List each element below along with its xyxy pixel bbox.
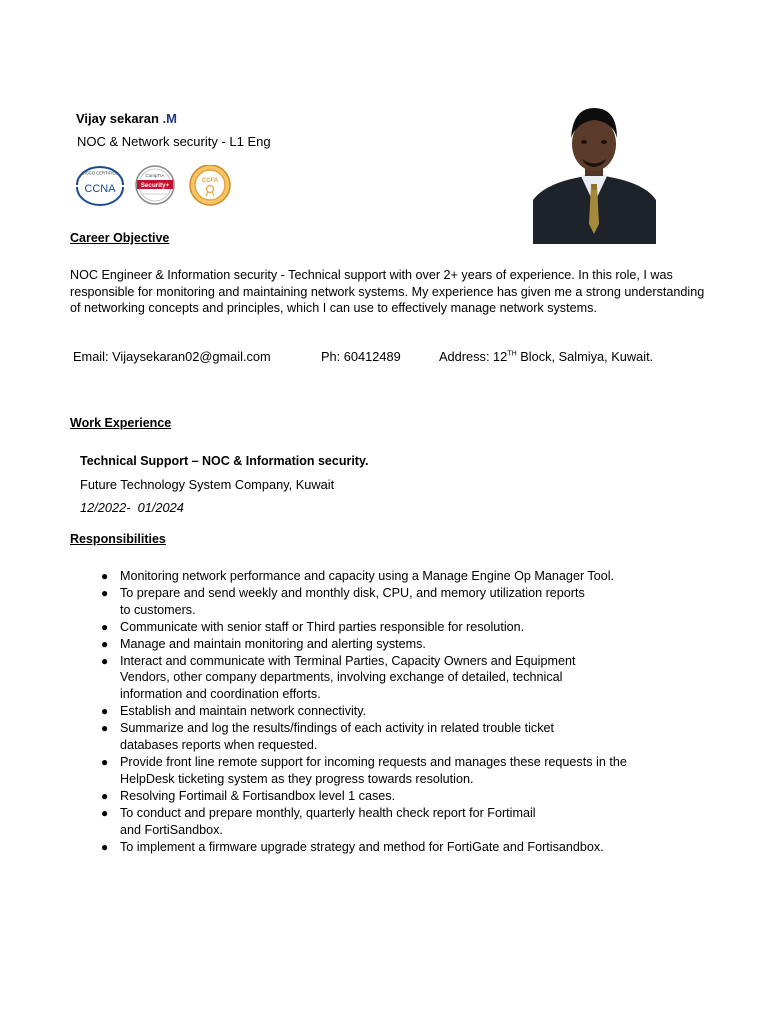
- bullet-icon: ●: [101, 636, 109, 651]
- bullet-icon: ●: [101, 721, 109, 736]
- candidate-first-name: Vijay sekaran: [76, 111, 159, 126]
- bullet-icon: ●: [101, 653, 109, 668]
- ccfa-badge-icon: [190, 165, 230, 205]
- bullet-icon: ●: [101, 788, 109, 803]
- responsibility-text: Monitoring network performance and capacity using a Manage Engine Op Manager Tool.: [120, 569, 615, 583]
- address-prefix: Address: 12: [439, 349, 508, 364]
- address-text: [439, 349, 653, 364]
- employment-dates: 12/2022- 01/2024: [80, 500, 184, 515]
- career-objective-text: NOC Engineer & Information security - Technical support with over 2+ years of experience. In this role, I was responsible for monitoring and maintaining network systems. My experience has given me a strong understanding of networking concepts and principles, which I can use to effectively manage network systems.: [70, 268, 705, 316]
- bullet-icon: ●: [101, 585, 109, 600]
- comptia-security-plus-badge-icon: [136, 166, 174, 204]
- bullet-icon: ●: [101, 569, 109, 583]
- responsibility-item: [96, 585, 676, 619]
- security-plus-text: Security+: [140, 182, 170, 189]
- responsibility-text: To prepare and send weekly and monthly disk, CPU, and memory utilization reports to customers.: [120, 585, 585, 617]
- candidate-role: NOC & Network security - L1 Eng: [77, 134, 271, 149]
- bullet-icon: ●: [101, 839, 109, 854]
- responsibility-text: Interact and communicate with Terminal Parties, Capacity Owners and Equipment Vendors, other company departments, involving exchange of detailed, technical information and coordination efforts.: [120, 653, 576, 702]
- address-suffix: Block, Salmiya, Kuwait.: [516, 349, 654, 364]
- responsibility-item: [96, 754, 676, 788]
- phone-text: Ph: 60412489: [321, 349, 401, 364]
- responsibility-text: To implement a firmware upgrade strategy and method for FortiGate and Fortisandbox.: [120, 839, 604, 854]
- responsibility-item: [96, 619, 676, 636]
- responsibility-item: [96, 568, 676, 585]
- ccna-badge-icon: [77, 167, 123, 205]
- bullet-icon: ●: [101, 805, 109, 820]
- comptia-text: CompTIA: [145, 173, 165, 178]
- responsibility-item: [96, 636, 676, 653]
- profile-photo: [533, 104, 656, 244]
- responsibilities-list: [96, 568, 676, 855]
- job-title: Technical Support – NOC & Information security.: [80, 454, 369, 468]
- responsibility-text: Communicate with senior staff or Third parties responsible for resolution.: [120, 619, 525, 634]
- bullet-icon: ●: [101, 619, 109, 634]
- work-experience-heading: Work Experience: [70, 416, 172, 430]
- career-objective-heading: Career Objective: [70, 231, 170, 245]
- ccna-text: CCNA: [84, 183, 116, 195]
- responsibility-item: [96, 788, 676, 805]
- responsibility-text: Manage and maintain monitoring and alerting systems.: [120, 636, 426, 651]
- responsibility-item: [96, 703, 676, 720]
- responsibility-item: [96, 720, 676, 754]
- bullet-icon: ●: [101, 704, 109, 719]
- responsibilities-heading: Responsibilities: [70, 532, 166, 546]
- candidate-name: [76, 111, 177, 126]
- bullet-icon: ●: [101, 754, 109, 769]
- responsibility-text: Provide front line remote support for incoming requests and manages these requests in the HelpDesk ticketing system as they progress towards resolution.: [120, 754, 627, 786]
- responsibility-item: [96, 839, 676, 856]
- responsibility-text: To conduct and prepare monthly, quarterly health check report for Fortimail and FortiSandbox.: [120, 805, 536, 837]
- responsibility-item: [96, 653, 676, 704]
- company-name: Future Technology System Company, Kuwait: [80, 477, 335, 492]
- email-text: Email: Vijaysekaran02@gmail.com: [73, 349, 271, 364]
- ccna-top-text: CISCO CERTIFIED: [81, 170, 119, 176]
- responsibility-text: Summarize and log the results/findings of each activity in related trouble ticket databases reports when requested.: [120, 721, 555, 753]
- responsibility-text: Establish and maintain network connectivity.: [120, 704, 367, 719]
- responsibility-item: [96, 805, 676, 839]
- responsibility-text: Resolving Fortimail & Fortisandbox level 1 cases.: [120, 788, 396, 803]
- candidate-name-suffix: .M: [158, 111, 177, 126]
- certification-badges: [75, 165, 235, 207]
- ccfa-text: CCFA: [201, 178, 219, 184]
- address-superscript: TH: [507, 350, 517, 358]
